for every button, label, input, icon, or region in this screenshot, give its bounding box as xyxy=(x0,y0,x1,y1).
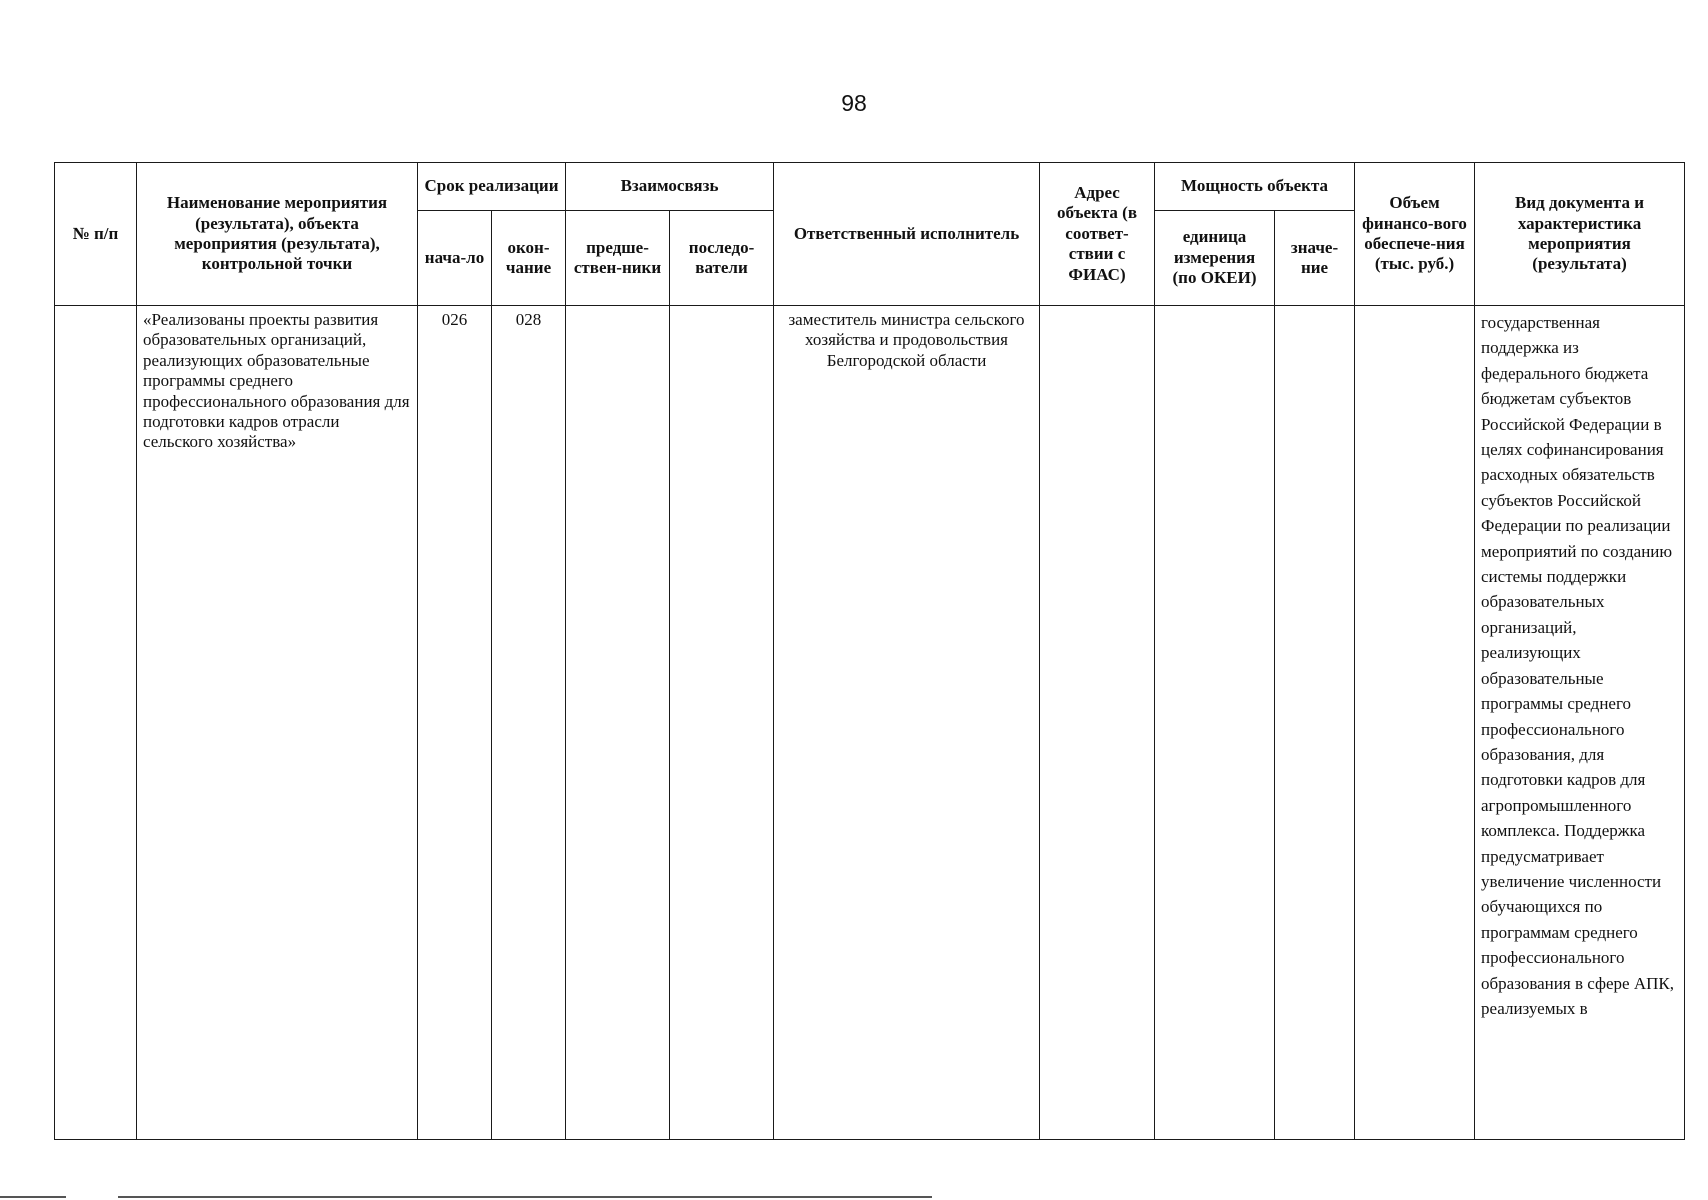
scan-artifact-line xyxy=(118,1196,932,1198)
cell-name: «Реализованы проекты развития образовательных организаций, реализующих образовательные программы среднего профессионального образования для подготовки кадров отрасли сельского хозяйства» xyxy=(137,306,418,1140)
cell-responsible: заместитель министра сельского хозяйства и продовольствия Белгородской области xyxy=(774,306,1040,1140)
header-name: Наименование мероприятия (результата), объекта мероприятия (результата), контрольной точки xyxy=(137,163,418,306)
header-link-pred: предше-ствен-ники xyxy=(566,211,670,306)
cell-succ xyxy=(670,306,774,1140)
header-address: Адрес объекта (в соответ-ствии с ФИАС) xyxy=(1040,163,1155,306)
cell-financing xyxy=(1355,306,1475,1140)
cell-unit xyxy=(1155,306,1275,1140)
scan-artifact-line xyxy=(0,1196,66,1198)
header-responsible: Ответственный исполнитель xyxy=(774,163,1040,306)
cell-start: 026 xyxy=(418,306,492,1140)
header-num: № п/п xyxy=(55,163,137,306)
cell-end: 028 xyxy=(492,306,566,1140)
cell-doc-type: государственная поддержка из федерального бюджета бюджетам субъектов Российской Федерации в целях софинансирования расходных обязательств субъектов Российской Федерации по реализации мероприятий по созданию системы поддержки образовательных организаций, реализующих образовательные программы среднего профессионального образования, для подготовки кадров для агропромышленного комплекса. Поддержка предусматривает увеличение численности обучающихся по программам среднего профессионального образования в сфере АПК, реализуемых в xyxy=(1475,306,1685,1140)
header-capacity-unit: единица измерения (по ОКЕИ) xyxy=(1155,211,1275,306)
plan-table xyxy=(54,162,1685,1140)
header-term-start: нача-ло xyxy=(418,211,492,306)
header-link: Взаимосвязь xyxy=(566,163,774,211)
header-capacity-value: значе-ние xyxy=(1275,211,1355,306)
header-financing: Объем финансо-вого обеспече-ния (тыс. руб.) xyxy=(1355,163,1475,306)
header-link-succ: последо-ватели xyxy=(670,211,774,306)
header-capacity: Мощность объекта xyxy=(1155,163,1355,211)
table-row xyxy=(55,306,1685,1140)
cell-address xyxy=(1040,306,1155,1140)
header-term: Срок реализации xyxy=(418,163,566,211)
cell-num xyxy=(55,306,137,1140)
header-term-end: окон-чание xyxy=(492,211,566,306)
header-doc-type: Вид документа и характеристика мероприятия (результата) xyxy=(1475,163,1685,306)
cell-value xyxy=(1275,306,1355,1140)
page-number: 98 xyxy=(841,90,867,116)
cell-pred xyxy=(566,306,670,1140)
